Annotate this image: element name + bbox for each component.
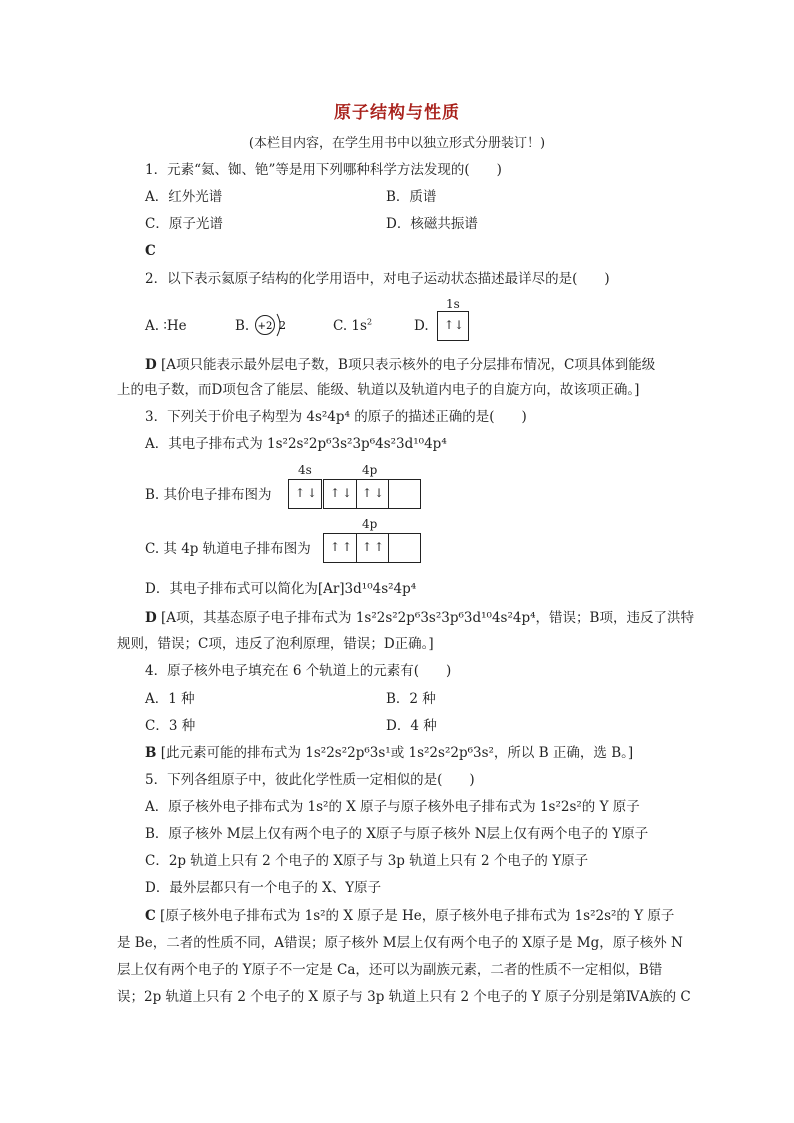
orbital-cell (324, 534, 357, 562)
q3-answer: D (145, 610, 157, 626)
q4-option-b: B．2 种 (386, 691, 436, 707)
q3-b-label-4p: 4p (362, 463, 378, 477)
q1-option-d: D．核磁共振谱 (386, 216, 478, 232)
q3-answer-line (145, 609, 694, 627)
orbital-cell (388, 480, 420, 508)
q5-explain-3: 层上仅有两个电子的 Y原子不一定是 Ca，还可以为副族元素，二者的性质不一定相似，B错 (117, 962, 663, 978)
q3-option-b: B. 其价电子排布图为 (145, 487, 272, 503)
spin-up-arrow: ↑ (330, 486, 341, 500)
q4-explain-1: [此元素可能的排布式为 1s²2s²2p⁶3s¹或 1s²2s²2p⁶3s²，所以 B 正确，选 B。] (160, 745, 634, 761)
q4-option-c: C．3 种 (145, 718, 196, 734)
q2-option-a: A. ∶He (145, 318, 187, 334)
q1-option-a: A．红外光谱 (145, 189, 223, 205)
atom-structure-diagram (253, 312, 293, 342)
q3-option-a: A．其电子排布式为 1s²2s²2p⁶3s²3p⁶4s²3d¹⁰4p⁴ (145, 436, 447, 452)
q3-option-c: C. 其 4p 轨道电子排布图为 (145, 541, 311, 557)
q5-answer-line (145, 907, 674, 925)
spin-up-arrow: ↑ (444, 318, 455, 332)
q3-b-4p-box (323, 479, 421, 509)
q1-option-c: C．原子光谱 (145, 216, 223, 232)
shell-count: 2 (279, 319, 286, 332)
q3-b-label-4s: 4s (298, 463, 312, 477)
q2-answer-line (145, 356, 655, 374)
q2-option-c (333, 317, 372, 335)
q3-explain-2: 规则，错误；C项，违反了泡利原理，错误；D正确。] (117, 636, 434, 652)
q5-answer: C (145, 908, 156, 924)
q2-stem: 2．以下表示氦原子结构的化学用语中，对电子运动状态描述最详尽的是( ) (145, 271, 610, 287)
q4-answer: B (145, 745, 157, 761)
q2-d-orbital-box (437, 311, 469, 341)
nucleus-charge: +2 (257, 321, 273, 332)
orbital-cell (324, 480, 357, 508)
q2-option-b: B. (235, 318, 250, 334)
spin-down-arrow: ↓ (454, 318, 465, 332)
q5-explain-2: 是 Be，二者的性质不同，A错误；原子核外 M层上仅有两个电子的 X原子是 Mg，原子核外 N (117, 935, 683, 951)
q1-stem: 1．元素“氦、铷、铯”等是用下列哪种科学方法发现的( ) (145, 162, 502, 178)
q3-option-d: D．其电子排布式可以简化为[Ar]3d¹⁰4s²4p⁴ (145, 581, 417, 597)
q5-explain-1: [原子核外电子排布式为 1s²的 X 原子是 He，原子核外电子排布式为 1s²2s²的 Y 原子 (160, 908, 675, 924)
spin-up-arrow: ↑ (362, 486, 373, 500)
q4-option-d: D．4 种 (386, 718, 437, 734)
q5-option-c: C．2p 轨道上只有 2 个电子的 X原子与 3p 轨道上只有 2 个电子的 Y原子 (145, 853, 589, 869)
q2-option-d: D. (414, 318, 429, 334)
page-subtitle: (本栏目内容，在学生用书中以独立形式分册装订！) (248, 136, 546, 151)
q3-stem: 3．下列关于价电子构型为 4s²4p⁴ 的原子的描述正确的是( ) (145, 409, 527, 425)
q5-stem: 5．下列各组原子中，彼此化学性质一定相似的是( ) (145, 772, 475, 788)
q1-option-b: B．质谱 (386, 189, 437, 205)
q2-explain-2: 上的电子数，而D项包含了能层、能级、轨道以及轨道内电子的自旋方向，故该项正确。] (117, 382, 640, 398)
q3-b-4s-box (288, 479, 322, 509)
q3-c-label-4p: 4p (362, 517, 378, 531)
spin-up-arrow: ↑ (330, 540, 341, 554)
spin-down-arrow: ↓ (374, 486, 385, 500)
q2-option-c-text: C. 1s (333, 318, 367, 334)
orbital-cell (388, 534, 420, 562)
q5-option-d: D．最外层都只有一个电子的 X、Y原子 (145, 880, 382, 896)
spin-up-arrow: ↑ (295, 486, 306, 500)
q2-option-c-sup: 2 (366, 317, 373, 327)
q4-option-a: A．1 种 (145, 691, 195, 707)
q1-answer: C (145, 243, 156, 259)
spin-up-arrow: ↑ (362, 540, 373, 554)
orbital-cell (356, 480, 389, 508)
spin-up-arrow: ↑ (342, 540, 353, 554)
spin-down-arrow: ↓ (342, 486, 353, 500)
spin-down-arrow: ↓ (307, 486, 318, 500)
q3-c-4p-box (323, 533, 421, 563)
q5-option-b: B．原子核外 M层上仅有两个电子的 X原子与原子核外 N层上仅有两个电子的 Y原子 (145, 826, 649, 842)
q2-answer: D (145, 357, 157, 373)
q2-d-orbital-label: 1s (446, 297, 460, 311)
orbital-cell (356, 534, 389, 562)
q4-answer-line (145, 744, 633, 762)
q5-explain-4: 误；2p 轨道上只有 2 个电子的 X 原子与 3p 轨道上只有 2 个电子的 Y 原子分别是第ⅣA族的 C (117, 989, 691, 1005)
q3-explain-1: [A项，其基态原子电子排布式为 1s²2s²2p⁶3s²3p⁶3d¹⁰4s²4p⁴，错误；B项，违反了洪特 (161, 610, 694, 626)
q4-stem: 4．原子核外电子填充在 6 个轨道上的元素有( ) (145, 663, 452, 679)
spin-up-arrow: ↑ (374, 540, 385, 554)
page-title: 原子结构与性质 (334, 103, 460, 123)
q2-explain-1: [A项只能表示最外层电子数，B项只表示核外的电子分层排布情况，C项具体到能级 (161, 357, 656, 373)
q5-option-a: A．原子核外电子排布式为 1s²的 X 原子与原子核外电子排布式为 1s²2s²的 Y 原子 (145, 799, 640, 815)
